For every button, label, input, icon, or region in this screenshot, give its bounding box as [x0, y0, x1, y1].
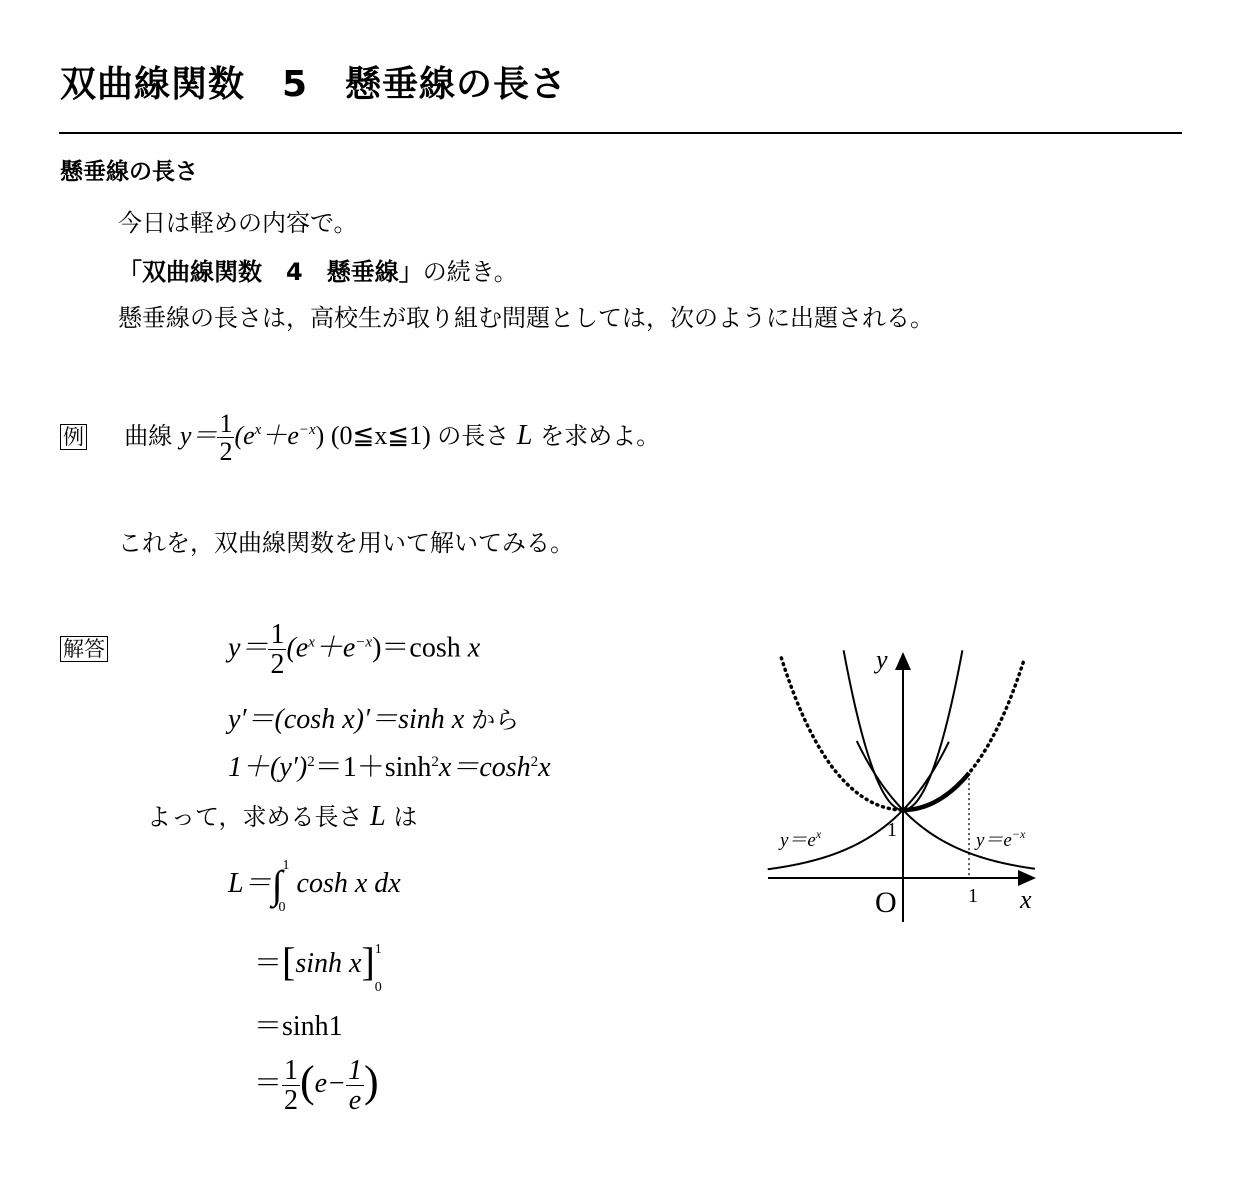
section-heading: 懸垂線の長さ	[60, 159, 198, 185]
solution-label-wrap	[60, 637, 108, 661]
example-post2: を求めよ。	[540, 421, 661, 450]
step2-lower: 0	[374, 980, 382, 995]
sol1-a: (e	[286, 632, 309, 664]
sol2-expr: y′＝(cosh x)′＝sinh x	[228, 704, 465, 735]
sol1-frac-den: 2	[270, 649, 285, 681]
step4-rparen: )	[364, 1057, 379, 1106]
intro-line-3: 懸垂線の長さは，高校生が取り組む問題としては，次のように出題される。	[118, 304, 934, 332]
step-3: ＝sinh1	[254, 1011, 343, 1042]
integral-line	[228, 855, 401, 915]
step2-body: sinh x	[295, 948, 362, 979]
step2-upper: 1	[374, 942, 382, 957]
integral-lower: 0	[278, 900, 286, 915]
therefore-L: L	[370, 801, 386, 832]
intro-line-1: 今日は軽めの内容で。	[118, 209, 358, 237]
example-frac-num: 1	[219, 409, 233, 438]
reference-title: 「双曲線関数 4 懸垂線」	[118, 258, 423, 286]
example-L: L	[516, 419, 533, 451]
catenary-graph	[760, 640, 1050, 940]
intro-line-2-rest: の続き。	[422, 258, 518, 286]
example-frac-den: 2	[219, 437, 233, 467]
therefore-text: よって，求める長さ	[147, 803, 363, 831]
intro-line-2	[118, 252, 518, 287]
step2-lbracket: [	[282, 939, 296, 984]
left-curve-label	[778, 827, 822, 851]
therefore-line	[147, 797, 417, 833]
sol1-c: )＝cosh	[372, 632, 461, 664]
transition-text: これを，双曲線関数を用いて解いてみる。	[118, 529, 574, 557]
step-2	[254, 935, 387, 995]
example-range: (0≦x≦1)	[330, 420, 431, 450]
sol1-frac-num: 1	[270, 619, 285, 650]
x-tick-label: 1	[968, 885, 978, 907]
example-row	[60, 410, 660, 466]
sol3-a: 1＋(y′)	[228, 752, 308, 783]
example-y-eq: y＝	[179, 420, 218, 450]
step4-inner-fraction	[346, 1056, 364, 1116]
example-label: 例	[60, 424, 87, 450]
sol2-tail: から	[471, 706, 520, 734]
step4-e: e−	[314, 1068, 346, 1099]
step4-lparen: (	[300, 1057, 315, 1106]
left-curve-label-main: y＝e	[780, 830, 816, 851]
integral-sign: ∫	[271, 862, 283, 907]
y-axis-label: y	[876, 645, 888, 674]
step4-frac-num: 1	[284, 1054, 299, 1086]
x-axis-label: x	[1020, 885, 1032, 914]
step4-inner-den: e	[348, 1085, 362, 1117]
left-curve-label-sup: x	[815, 827, 822, 841]
sol3-d: x	[538, 752, 551, 783]
sol3-sup3: 2	[530, 754, 539, 770]
y-intercept-label: 1	[887, 819, 897, 841]
solution-line-2	[228, 697, 519, 737]
step4-inner-num: 1	[348, 1054, 362, 1086]
example-fraction	[217, 410, 234, 466]
step2-eq: ＝	[254, 948, 283, 979]
integral-body: cosh x dx	[296, 868, 401, 899]
step2-rbracket: ]	[361, 939, 375, 984]
sol1-lhs: y＝	[228, 632, 269, 664]
sol1-b: ＋e	[314, 632, 356, 664]
step4-fraction	[282, 1056, 300, 1116]
right-curve-label-main: y＝e	[976, 830, 1012, 851]
sol1-sup1: x	[308, 634, 315, 651]
example-sup1: x	[254, 421, 262, 438]
therefore-tail: は	[393, 803, 418, 831]
step4-eq: ＝	[254, 1068, 283, 1099]
origin-label: O	[875, 886, 897, 919]
example-post: の長さ	[437, 421, 510, 450]
sol3-sup2: 2	[431, 754, 439, 770]
example-plus: ＋e	[261, 420, 299, 450]
sol1-x: x	[467, 632, 481, 664]
example-pre: 曲線	[124, 421, 173, 450]
sol3-c: x＝cosh	[438, 752, 531, 783]
solution-label: 解答	[60, 636, 108, 662]
sol3-sup1: 2	[307, 754, 315, 770]
title-divider	[59, 132, 1182, 134]
example-close: )	[315, 420, 325, 450]
sol1-sup2: −x	[355, 634, 373, 651]
example-sup2: −x	[298, 421, 316, 438]
sol1-fraction	[268, 620, 286, 680]
step-4	[254, 1052, 379, 1115]
sol3-b: ＝1＋sinh	[314, 752, 432, 783]
right-curve-label	[974, 827, 1026, 851]
right-curve-label-sup: −x	[1011, 827, 1026, 841]
example-expr: (e	[234, 420, 255, 450]
step4-frac-den: 2	[284, 1085, 299, 1117]
integral-lhs: L＝	[228, 868, 272, 899]
solution-line-3	[228, 745, 551, 785]
integral-upper: 1	[282, 858, 290, 873]
page-title: 双曲線関数 5 懸垂線の長さ	[60, 64, 568, 105]
solution-line-1	[228, 620, 480, 680]
